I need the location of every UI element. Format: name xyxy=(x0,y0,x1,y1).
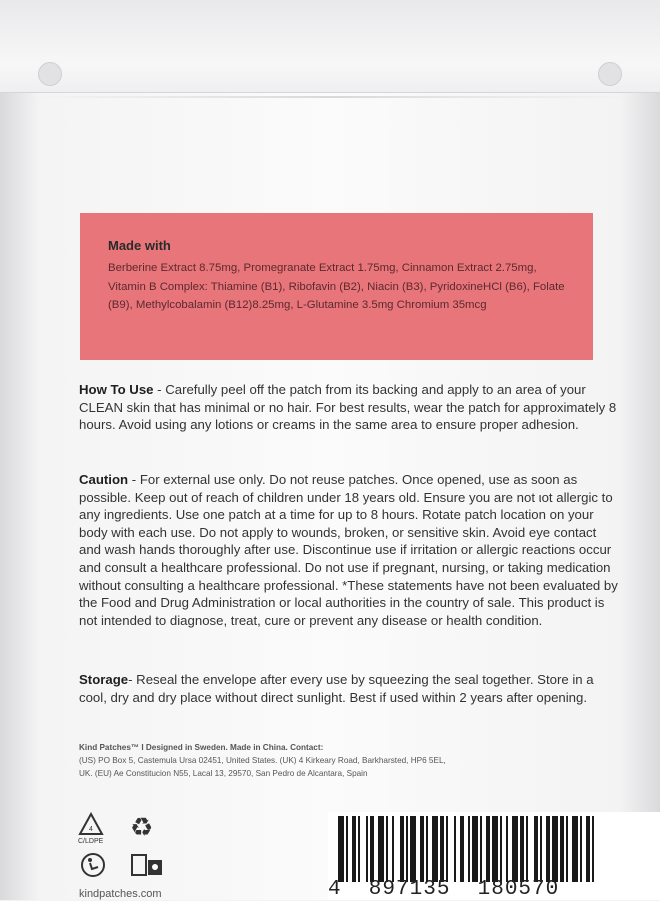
website-url[interactable]: kindpatches.com xyxy=(79,888,162,900)
barcode-bar xyxy=(352,816,356,882)
barcode-bar xyxy=(366,816,368,882)
zip-seal-line xyxy=(30,96,630,98)
how-to-use-heading: How To Use xyxy=(79,382,154,397)
recycle-arrows-icon: ♻ xyxy=(130,812,154,842)
fineprint-line-1: Kind Patches™ I Designed in Sweden. Made in China. Contact: xyxy=(79,743,324,752)
barcode-bar xyxy=(460,816,464,882)
svg-text:4: 4 xyxy=(89,826,93,833)
barcode-bar xyxy=(392,816,394,882)
barcode-bar xyxy=(512,816,518,882)
barcode-bar xyxy=(534,816,538,882)
barcode-bar xyxy=(572,816,578,882)
sealed-pouch-icon xyxy=(130,852,164,878)
barcode-bar xyxy=(586,816,590,882)
barcode-bars xyxy=(338,816,656,882)
company-fineprint xyxy=(79,741,499,780)
barcode-bar xyxy=(378,816,384,882)
barcode-bar xyxy=(546,816,550,882)
barcode-bar xyxy=(520,816,524,882)
barcode xyxy=(328,812,660,900)
barcode-bar xyxy=(472,816,478,882)
barcode-bar xyxy=(468,816,470,882)
barcode-bar xyxy=(406,816,408,882)
how-to-use-text: - Carefully peel off the patch from its backing and apply to an area of your CLEAN skin that has minimal or no hair. For best results, wear the patch for approximately 8 hours. Avoid using any lotions or creams in the same area to ensure proper adhesion. xyxy=(79,382,617,433)
barcode-number: 4 897135 180570 xyxy=(328,878,560,901)
ingredients-text: Berberine Extract 8.75mg, Promegranate Extract 1.75mg, Cinnamon Extract 2.75mg, Vitamin B Complex: Thiamine (B1), Ribofavin (B2), Niacin (B3), PyridoxineHCl (B6), Folate (B9), Methylcobalamin (B12)8.25mg, L-Glutamine 3.5mg Chromium 35mcg xyxy=(108,262,565,311)
barcode-bar xyxy=(426,816,428,882)
how-to-use-section xyxy=(79,381,619,434)
barcode-bar xyxy=(370,816,374,882)
barcode-bar xyxy=(592,816,594,882)
barcode-bar xyxy=(492,816,498,882)
tidyman-icon xyxy=(80,852,106,878)
recycle-triangle-icon xyxy=(78,812,104,838)
barcode-bar xyxy=(580,816,582,882)
barcode-bar xyxy=(506,816,508,882)
fineprint-line-2: (US) PO Box 5, Castemula Ursa 02451, United States. (UK) 4 Kirkeary Road, Barkharsted, HP6 5EL, xyxy=(79,756,446,765)
ingredients-box xyxy=(80,213,593,360)
barcode-bar xyxy=(480,816,482,882)
barcode-bar xyxy=(526,816,528,882)
recycle-code-label: C/LDPE xyxy=(78,838,104,845)
barcode-bar xyxy=(432,816,438,882)
barcode-bar xyxy=(486,816,490,882)
fineprint-line-3: UK. (EU) Ae Constitucion N55, Lacal 13, 29570, San Pedro de Alcantara, Spain xyxy=(79,769,368,778)
caution-section xyxy=(79,471,619,629)
barcode-bar xyxy=(454,816,456,882)
barcode-bar xyxy=(410,816,416,882)
storage-section xyxy=(79,671,619,706)
ingredients-title: Made with xyxy=(108,238,171,253)
caution-heading: Caution xyxy=(79,472,129,487)
barcode-bar xyxy=(338,816,344,882)
barcode-bar xyxy=(500,816,502,882)
barcode-bar xyxy=(552,816,558,882)
pouch-top-seal xyxy=(0,0,660,93)
barcode-bar xyxy=(440,816,444,882)
barcode-bar xyxy=(540,816,542,882)
barcode-bar xyxy=(420,816,424,882)
barcode-bar xyxy=(358,816,360,882)
barcode-bar xyxy=(560,816,564,882)
tear-notch-left xyxy=(38,62,62,86)
caution-text: - For external use only. Do not reuse patches. Once opened, use as soon as possible. Keep out of reach of children under 18 years old. Ensure you are not ιot allergic to any ingredients. Use one patch at a time for up to 8 hours. Rotate patch location on your body with each use. Do not apply to wounds, broken, or sensitive skin. Avoid eye contact and wash hands thoroughly after use. Discontinue use if irritation or allergic reactions occur and consult a healthcare professional. Do not use if pregnant, nursing, or taking medication without consulting a healthcare professional. *These statements have not been evaluated by the Food and Drug Administration or local authorities in the country of sale. This product is not intended to diagnose, treat, cure or prevent any disease or health condition. xyxy=(79,472,618,628)
barcode-bar xyxy=(386,816,388,882)
storage-text: - Reseal the envelope after every use by squeezing the seal together. Store in a cool, dry and dry place without direct sunlight. Best if used within 2 years after opening. xyxy=(79,672,594,705)
tear-notch-right xyxy=(598,62,622,86)
barcode-bar xyxy=(446,816,448,882)
storage-heading: Storage xyxy=(79,672,129,687)
barcode-bar xyxy=(346,816,348,882)
disposal-symbols xyxy=(78,810,218,900)
barcode-bar xyxy=(566,816,568,882)
barcode-bar xyxy=(400,816,404,882)
